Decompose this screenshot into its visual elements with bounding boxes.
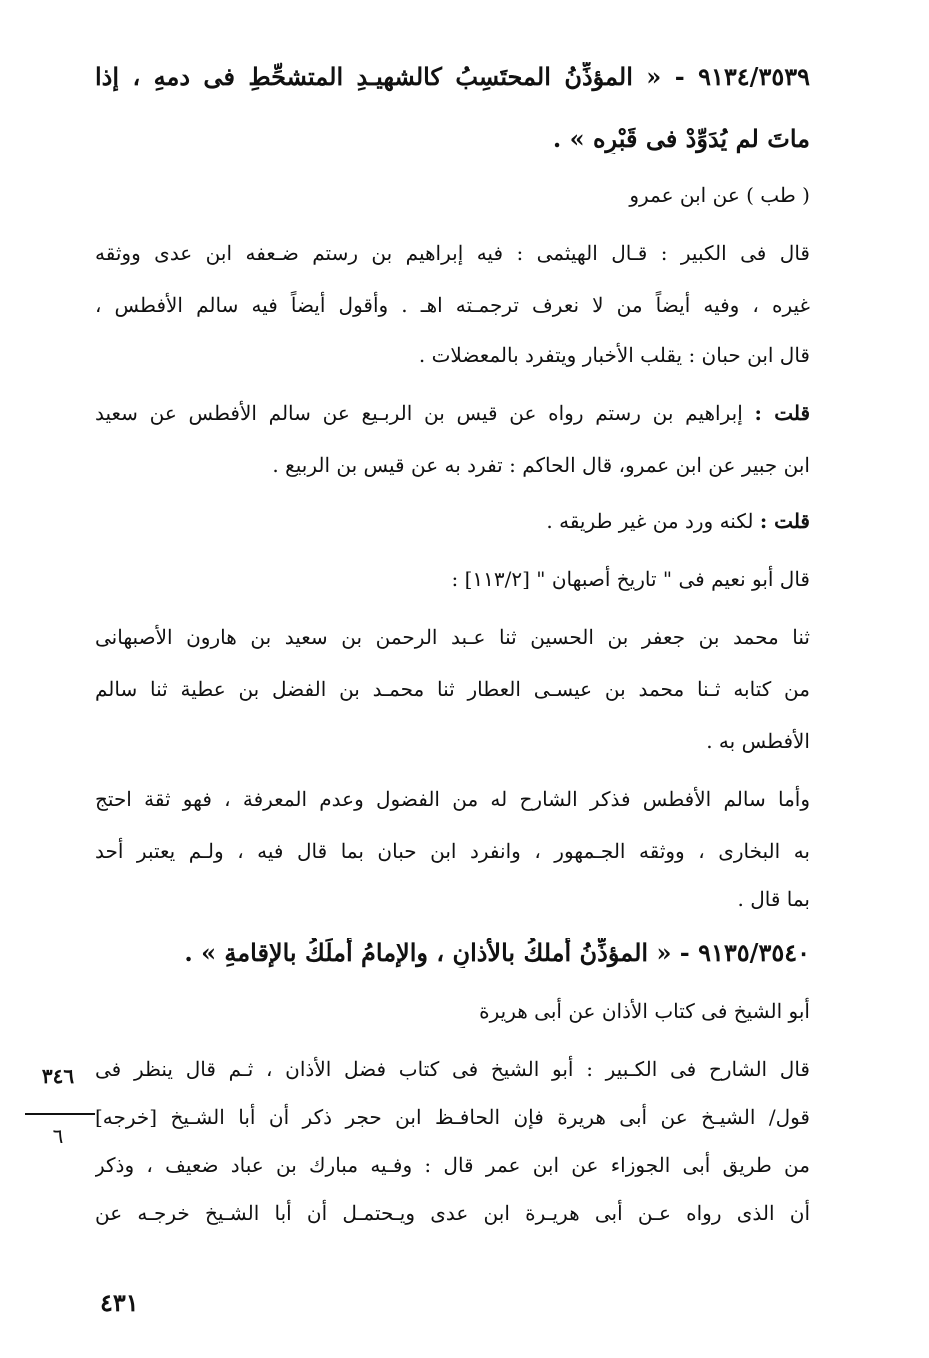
hadith-9135: ٩١٣٥/٣٥٤٠ - « المؤذِّنُ أملكُ بالأذانِ ، والإمامُ أملَكُ بالإقامةِ » . xyxy=(184,938,810,967)
hadith-9134-line-1: ٩١٣٤/٣٥٣٩ - « المؤذِّنُ المحتَسِبُ كالشهيـدِ المتشحِّطِ فى دمهِ ، إذا xyxy=(95,62,810,91)
margin-sub-number: ٦ xyxy=(52,1124,64,1148)
commentary-line: قال ابن حبان : يقلب الأخبار ويتفرد بالمعضلات . xyxy=(418,343,810,367)
abu-nuaym-citation: قال أبو نعيم فى " تاريخ أصبهان " [١١٣/٢] : xyxy=(451,567,810,591)
isnad-line: من كتابه ثـنا محمد بن عيسـى العطار ثنا محمـد بن الفضل بن عطية ثنا سالم xyxy=(95,677,810,701)
salim-paragraph-line: وأما سالم الأفطس فذكر الشارح له من الفضول وعدم المعرفة ، فهو ثقة احتج xyxy=(95,787,810,811)
commentary-line: قال فى الكبير : قـال الهيثمى : فيه إبراهيم بن رستم ضـعفه ابن عدى ووثقه xyxy=(95,241,810,265)
hadith-9135-source: أبو الشيخ فى كتاب الأذان عن أبى هريرة xyxy=(479,999,810,1023)
commentary-line: أن الذى رواه عـن أبى هريـرة ابن عدى ويـحتمـل أن أبا الشـيخ خرجـه عن xyxy=(95,1201,810,1225)
isnad-line: الأفطس به . xyxy=(706,729,810,753)
salim-paragraph-line: بما قال . xyxy=(737,887,810,911)
commentary-line: قال الشارح فى الكـبير : أبو الشيخ فى كتاب فضل الأذان ، ثـم قال ينظر فى xyxy=(95,1057,810,1081)
qult-paragraph-2 xyxy=(95,506,810,536)
salim-paragraph-line: به البخارى ، ووثقه الجـمهور ، وانفرد ابن حبان بما قال فيه ، ولـم يعتبر أحد xyxy=(95,839,810,863)
page-number: ٤٣١ xyxy=(100,1288,139,1317)
margin-volume-page: ٣٤٦ xyxy=(41,1064,75,1088)
hadith-9134-source: ( طب ) عن ابن عمرو xyxy=(629,183,810,207)
qult-label: قلت : xyxy=(759,509,810,533)
isnad-line: ثنا محمد بن جعفر بن الحسين ثنا عـبد الرحمن بن سعيد بن هارون الأصبهانى xyxy=(95,625,810,649)
qult-paragraph-1 xyxy=(95,398,810,428)
commentary-line: غيره ، وفيه أيضاً من لا نعرف ترجمـته اهـ . وأقول أيضاً فيه سالم الأفطس ، xyxy=(95,293,810,317)
hadith-9134-line-2: ماتَ لم يُدَوِّدْ فى قَبْرِه » . xyxy=(552,124,810,153)
qult-text: لكنه ورد من غير طريقه . xyxy=(546,509,754,533)
qult-label: قلت : xyxy=(754,401,810,425)
commentary-line: من طريق أبى الجوزاء عن ابن عمر قال : وفـيه مبارك بن عباد ضعيف ، وذكر xyxy=(95,1153,810,1177)
margin-divider xyxy=(25,1113,95,1115)
commentary-line: قول/ الشيـخ عن أبى هريرة فإن الحافـظ ابن حجر ذكر أن أبا الشـيخ [خرجه] xyxy=(95,1105,810,1129)
qult-paragraph-1-line-2: ابن جبير عن ابن عمرو، قال الحاكم : تفرد به عن قيس بن الربيع . xyxy=(272,453,810,477)
qult-text: إبراهيم بن رستم رواه عن قيس بن الربـيع عن سالم الأفطس عن سعيد xyxy=(95,401,743,425)
